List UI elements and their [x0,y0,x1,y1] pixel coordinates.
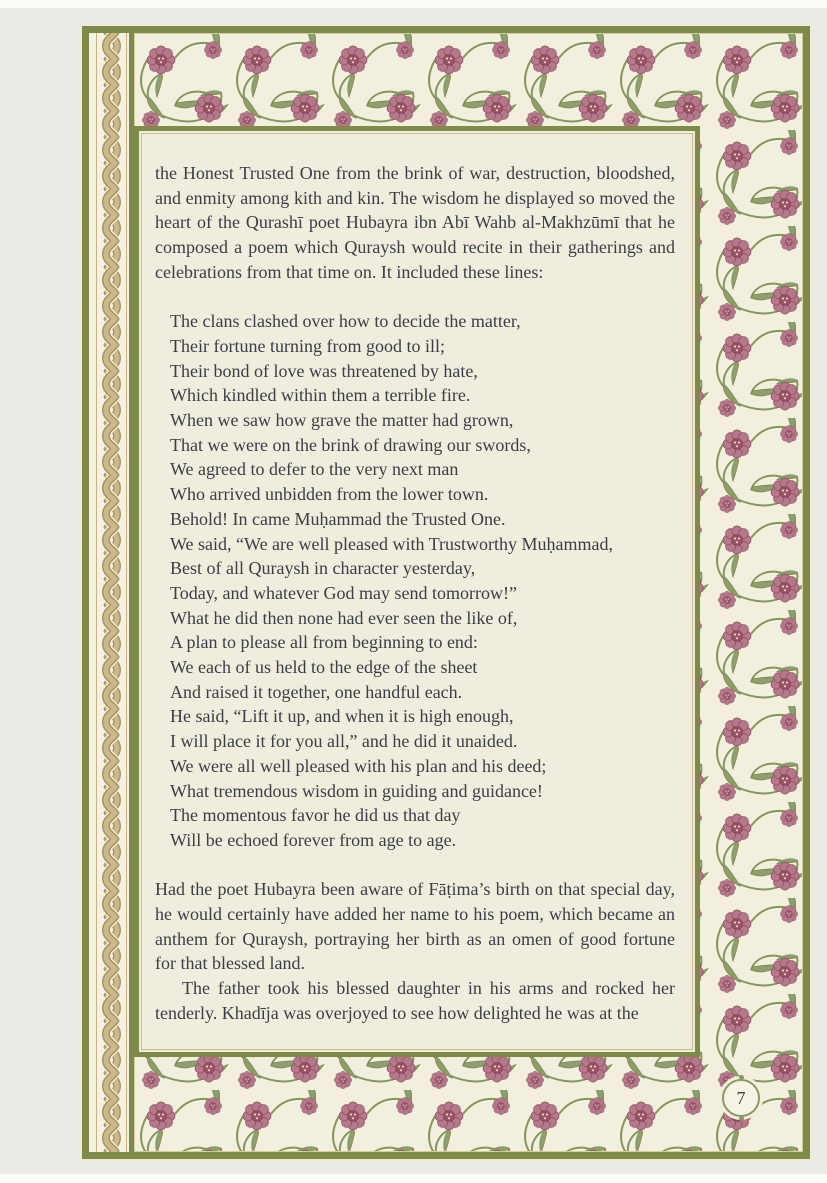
poem-line: Behold! In came Muḥammad the Trusted One. [170,508,506,529]
poem-line: Their fortune turning from good to ill; [170,335,445,356]
braid-edge-line [126,33,127,1152]
poem-block [170,309,675,852]
paragraph-hubayra: Had the poet Hubayra been aware of Fāṭima’s birth on that special day, he would certainly have added her name to his poem, which became an anthem for Quraysh, portraying her birth as an omen of good fortune for that blessed land. [155,879,675,974]
poem-line: We agreed to defer to the very next man [170,459,459,480]
poem-line: He said, “Lift it up, and when it is high enough, [170,706,514,727]
body-text [139,131,695,1052]
poem-line: The momentous favor he did us that day [170,805,461,826]
braid-edge-line [96,33,97,1152]
poem-line: Best of all Quraysh in character yesterday, [170,558,476,579]
poem-line: And raised it together, one handful each. [170,681,463,702]
poem-line: Today, and whatever God may send tomorrow!” [170,582,517,603]
page-number-medallion [722,1079,760,1117]
text-panel [134,126,700,1057]
bottom-margin-strip [0,1174,827,1183]
poem-line: We said, “We are well pleased with Trustworthy Muḥammad, [170,533,614,554]
poem-line: Which kindled within them a terrible fire. [170,385,471,406]
top-margin-strip [0,0,827,8]
poem-line: What tremendous wisdom in guiding and guidance! [170,780,543,801]
poem-line: When we saw how grave the matter had grown, [170,410,514,431]
poem-line: We each of us held to the edge of the sheet [170,657,478,678]
poem-line: I will place it for you all,” and he did it unaided. [170,731,518,752]
poem-line: Will be echoed forever from age to age. [170,829,457,850]
page-number: 7 [736,1087,746,1108]
poem-line: Who arrived unbidden from the lower town. [170,484,489,505]
poem-line: What he did then none had ever seen the like of, [170,607,518,628]
poem-line: Their bond of love was threatened by hate, [170,360,478,381]
poem-line: The clans clashed over how to decide the matter, [170,311,521,332]
braid-ornament-icon [98,33,125,1152]
poem-line: We were all well pleased with his plan and his deed; [170,755,547,776]
poem-line: That we were on the brink of drawing our swords, [170,434,531,455]
paragraph-father: The father took his blessed daughter in his arms and rocked her tenderly. Khadīja was overjoyed to see how delighted he was at the [155,978,675,1023]
paragraph-intro: the Honest Trusted One from the brink of war, destruction, bloodshed, and enmity among kith and kin. The wisdom he displayed so moved the heart of the Qurashī poet Hubayra ibn Abī Wahb al-Makhzūmī that he composed a poem which Quraysh would recite in their gatherings and celebrations from that time on. It included these lines: [155,163,675,282]
book-page [82,26,810,1159]
chain-braid-border [89,33,134,1152]
poem-line: A plan to please all from beginning to end: [170,632,478,653]
